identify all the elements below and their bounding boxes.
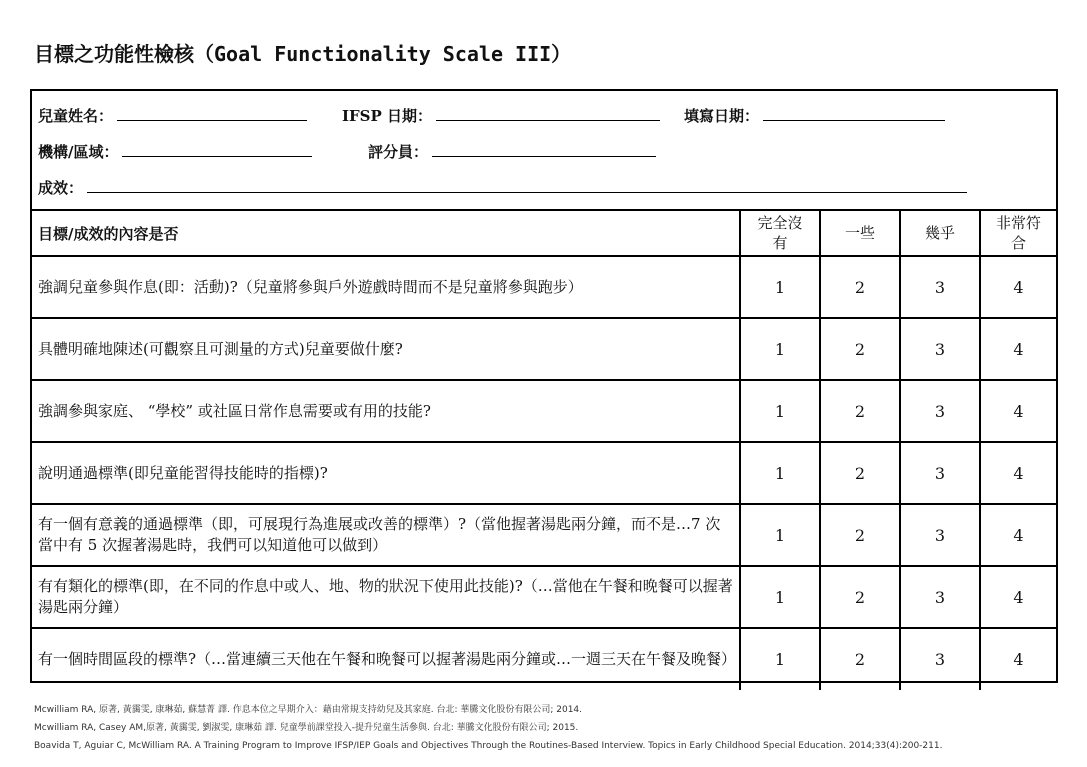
score-option-1[interactable]: 1	[740, 504, 820, 566]
score-option-2[interactable]: 2	[820, 318, 900, 380]
agency-field[interactable]	[38, 141, 312, 162]
fill-date-field[interactable]	[684, 105, 945, 126]
rater-blank[interactable]	[432, 142, 656, 157]
row-item-text: 具體明確地陳述(可觀察且可測量的方式)兒童要做什麼?	[32, 318, 740, 380]
row-item-text: 有有類化的標準(即，在不同的作息中或人、地、物的狀況下使用此技能)?（…當他在午餐和晚餐可以握著湯匙兩分鐘）	[32, 566, 740, 628]
goal-column-header: 目標/成效的內容是否	[32, 210, 740, 256]
score-option-4[interactable]: 4	[980, 256, 1056, 318]
child-name-field[interactable]	[38, 105, 307, 126]
score-option-2[interactable]: 2	[820, 504, 900, 566]
row-item-text: 強調參與家庭、 “學校” 或社區日常作息需要或有用的技能?	[32, 380, 740, 442]
rater-field[interactable]	[368, 141, 656, 162]
score-option-4[interactable]: 4	[980, 504, 1056, 566]
score-option-1[interactable]: 1	[740, 442, 820, 504]
score-option-4[interactable]: 4	[980, 318, 1056, 380]
score-option-2[interactable]: 2	[820, 380, 900, 442]
score-option-3[interactable]: 3	[900, 628, 980, 690]
table-row	[32, 628, 1056, 690]
score-option-2[interactable]: 2	[820, 628, 900, 690]
score-option-4[interactable]: 4	[980, 380, 1056, 442]
child-name-label: 兒童姓名：	[38, 107, 114, 125]
ifsp-date-label: IFSP 日期：	[342, 107, 433, 125]
score-header-none: 完全沒有	[740, 210, 820, 256]
score-option-3[interactable]: 3	[900, 504, 980, 566]
fill-date-blank[interactable]	[763, 106, 945, 121]
score-option-2[interactable]: 2	[820, 256, 900, 318]
reference-item: Boavida T, Aguiar C, McWilliam RA. A Training Program to Improve IFSP/IEP Goals and Objectives Through the Routines-Based Interview. Topics in Early Childhood Special Education. 2014;33(4):200-211.	[34, 741, 943, 751]
score-option-1[interactable]: 1	[740, 256, 820, 318]
score-option-4[interactable]: 4	[980, 628, 1056, 690]
child-name-blank[interactable]	[117, 106, 307, 121]
score-option-3[interactable]: 3	[900, 380, 980, 442]
agency-label: 機構/區域：	[38, 143, 119, 161]
table-row	[32, 380, 1056, 442]
score-option-2[interactable]: 2	[820, 442, 900, 504]
outcome-blank[interactable]	[87, 178, 967, 193]
ifsp-date-blank[interactable]	[436, 106, 660, 121]
references	[34, 701, 942, 755]
table-header-row	[32, 210, 1056, 256]
row-item-text: 說明通過標準(即兒童能習得技能時的指標)?	[32, 442, 740, 504]
table-row	[32, 442, 1056, 504]
table-row	[32, 504, 1056, 566]
outcome-field[interactable]	[38, 177, 967, 198]
score-option-2[interactable]: 2	[820, 566, 900, 628]
score-option-3[interactable]: 3	[900, 318, 980, 380]
reference-item: Mcwilliam RA, Casey AM,原著, 黃靄雯, 劉淑雯, 康琳茹 譯. 兒童學前課堂投入-提升兒童生活參與. 台北: 華騰文化股份有限公司; 2015.	[34, 723, 579, 733]
score-option-3[interactable]: 3	[900, 256, 980, 318]
table-row	[32, 256, 1056, 318]
outcome-label: 成效：	[38, 179, 84, 197]
score-option-3[interactable]: 3	[900, 566, 980, 628]
score-option-1[interactable]: 1	[740, 380, 820, 442]
goal-functionality-form	[30, 89, 1058, 683]
row-item-text: 有一個時間區段的標準?（…當連續三天他在午餐和晚餐可以握著湯匙兩分鐘或…一週三天在午餐及晚餐）	[32, 628, 740, 690]
score-option-1[interactable]: 1	[740, 566, 820, 628]
rating-table	[32, 209, 1056, 690]
reference-item: Mcwilliam RA, 原著, 黃靄雯, 康琳茹, 蘇慧菁 譯. 作息本位之早期介入：藉由常規支持幼兒及其家庭. 台北: 華騰文化股份有限公司; 2014.	[34, 705, 583, 715]
agency-blank[interactable]	[122, 142, 312, 157]
score-option-4[interactable]: 4	[980, 566, 1056, 628]
row-item-text: 強調兒童參與作息(即：活動)?（兒童將參與戶外遊戲時間而不是兒童將參與跑步）	[32, 256, 740, 318]
table-row	[32, 318, 1056, 380]
score-option-1[interactable]: 1	[740, 628, 820, 690]
page-title: 目標之功能性檢核（Goal Functionality Scale III）	[34, 42, 572, 66]
fill-date-label: 填寫日期：	[684, 107, 760, 125]
score-header-some: 一些	[820, 210, 900, 256]
table-row	[32, 566, 1056, 628]
ifsp-date-field[interactable]	[342, 105, 660, 126]
score-option-1[interactable]: 1	[740, 318, 820, 380]
score-header-very: 非常符合	[980, 210, 1056, 256]
score-option-4[interactable]: 4	[980, 442, 1056, 504]
rater-label: 評分員：	[368, 143, 429, 161]
score-option-3[interactable]: 3	[900, 442, 980, 504]
score-header-almost: 幾乎	[900, 210, 980, 256]
row-item-text: 有一個有意義的通過標準（即，可展現行為進展或改善的標準）?（當他握著湯匙兩分鐘，而不是…7 次當中有 5 次握著湯匙時，我們可以知道他可以做到）	[32, 504, 740, 566]
